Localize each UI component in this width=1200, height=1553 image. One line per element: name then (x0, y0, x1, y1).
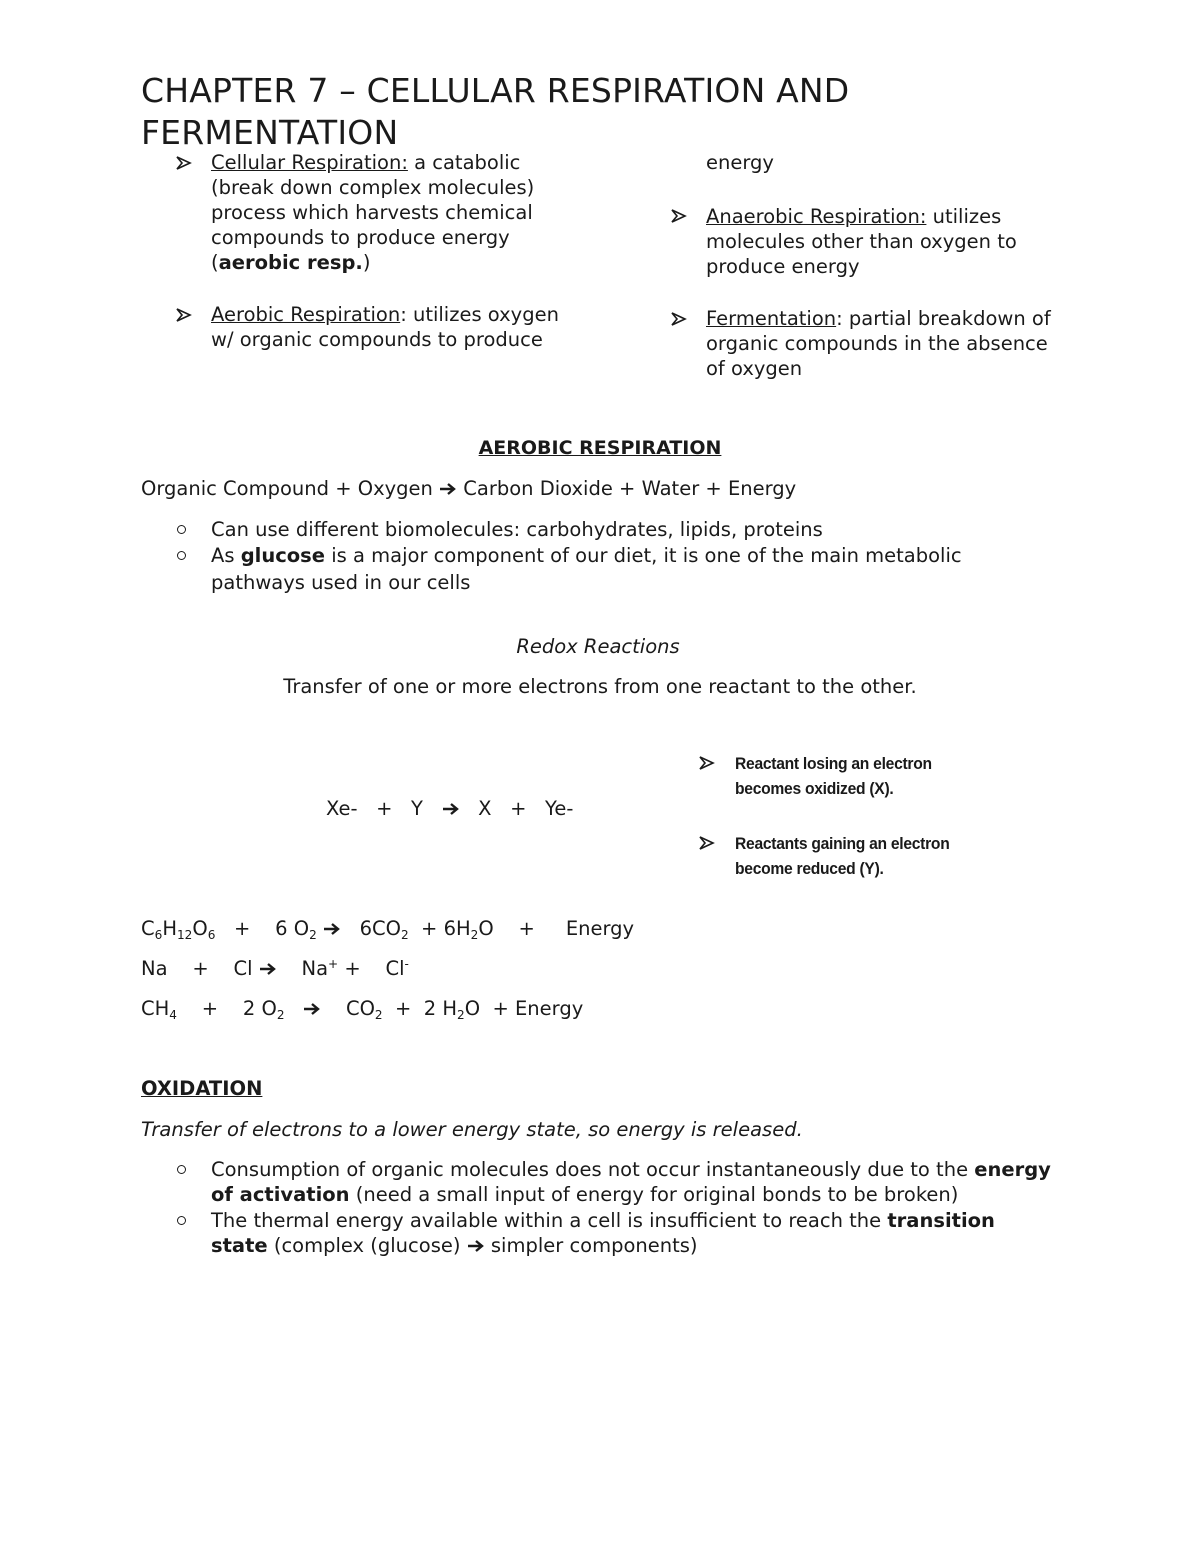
text: Na + Cl (141, 957, 259, 980)
definition-fermentation (706, 306, 1096, 381)
text: molecules other than oxygen to (706, 230, 1017, 253)
text: CH (141, 997, 170, 1020)
text: As (211, 544, 241, 567)
text: 2 (470, 928, 479, 943)
definition-anaerobic-respiration (706, 204, 1086, 279)
text: ( (211, 251, 219, 274)
definition-aerobic-continued: energy (706, 151, 774, 174)
equation-methane (141, 996, 583, 1022)
oxidation-heading: OXIDATION (141, 1077, 263, 1100)
definition-cellular-respiration (211, 150, 611, 275)
arrow-right-icon (323, 917, 341, 942)
arrow-right-icon (303, 997, 321, 1022)
redox-note-oxidized (735, 751, 1011, 801)
page-title: CHAPTER 7 – CELLULAR RESPIRATION AND FERMENTATION (141, 71, 850, 152)
redox-heading: Redox Reactions (516, 635, 680, 658)
arrow-right-icon (259, 957, 277, 982)
text: (break down complex molecules) (211, 176, 535, 199)
text: is a major component of our diet, it is one of the main metabolic (325, 544, 962, 567)
text: of activation (211, 1183, 350, 1206)
arrow-bullet-icon (176, 156, 196, 176)
text: produce energy (706, 255, 860, 278)
arrow-right-icon (467, 1234, 485, 1259)
text: + 2 O (176, 997, 277, 1020)
text: O (192, 917, 208, 940)
text: C (141, 917, 155, 940)
text: aerobic resp. (218, 251, 363, 274)
arrow-bullet-icon (671, 209, 691, 229)
aerobic-equation (141, 476, 796, 502)
text: glucose (240, 544, 326, 567)
text: process which harvests chemical (211, 201, 533, 224)
term-anaerobic-respiration: Anaerobic Respiration: (706, 205, 927, 228)
text: 6CO (340, 917, 401, 940)
redox-note-reduced (735, 831, 1011, 881)
text: 12 (176, 928, 193, 943)
text: : utilizes oxygen (400, 303, 559, 326)
text: a catabolic (407, 151, 521, 174)
oxidation-bullet-2 (211, 1208, 1111, 1259)
arrow-right-icon (442, 797, 460, 822)
text: Xe- + Y (326, 797, 442, 820)
text: 2 (276, 1008, 285, 1023)
text: 4 (169, 1008, 177, 1023)
text: 2 (374, 1008, 383, 1023)
arrow-bullet-icon (699, 756, 719, 776)
redox-definition: Transfer of one or more electrons from one reactant to the other. (283, 675, 917, 698)
arrow-right-icon (439, 477, 457, 502)
term-fermentation: Fermentation (706, 307, 837, 330)
text: : partial breakdown of (836, 307, 1051, 330)
text: Consumption of organic molecules does not occur instantaneously due to the (211, 1158, 975, 1181)
text: compounds to produce energy (211, 226, 510, 249)
text: Reactant losing an electron (735, 754, 932, 773)
circle-bullet-icon (177, 551, 186, 560)
equation-sodium-chloride (141, 956, 409, 982)
text: pathways used in our cells (211, 571, 471, 594)
aerobic-bullet-2 (211, 543, 1091, 595)
text: Organic Compound + Oxygen (141, 477, 440, 500)
text: X + Ye- (459, 797, 574, 820)
text: The thermal energy available within a cell is insufficient to reach the (211, 1209, 888, 1232)
text: - (404, 956, 409, 971)
text: simpler components) (484, 1234, 698, 1257)
text: Reactants gaining an electron (735, 834, 950, 853)
oxidation-definition: Transfer of electrons to a lower energy state, so energy is released. (141, 1118, 803, 1141)
equation-glucose (141, 916, 634, 942)
arrow-bullet-icon (671, 312, 691, 332)
text: utilizes (926, 205, 1002, 228)
text: + 6 O (215, 917, 310, 940)
term-aerobic-respiration: Aerobic Respiration (211, 303, 401, 326)
text: (need a small input of energy for original bonds to be broken) (349, 1183, 959, 1206)
text: Na (276, 957, 329, 980)
text: + Cl (338, 957, 405, 980)
text: becomes oxidized (X). (735, 779, 894, 798)
redox-equation (326, 796, 573, 822)
arrow-bullet-icon (699, 836, 719, 856)
text: ) (362, 251, 371, 274)
circle-bullet-icon (177, 525, 186, 534)
text: state (211, 1234, 268, 1257)
text: O + Energy (464, 997, 584, 1020)
text: w/ organic compounds to produce (211, 328, 543, 351)
text: + 6H (408, 917, 471, 940)
text: transition (887, 1209, 995, 1232)
aerobic-heading: AEROBIC RESPIRATION (478, 437, 722, 459)
term-cellular-respiration: Cellular Respiration: (211, 151, 408, 174)
text: energy (974, 1158, 1051, 1181)
text: of oxygen (706, 357, 803, 380)
text: H (162, 917, 177, 940)
arrow-bullet-icon (176, 308, 196, 328)
text: Carbon Dioxide + Water + Energy (457, 477, 797, 500)
text: 6 (207, 928, 216, 943)
text: become reduced (Y). (735, 859, 884, 878)
aerobic-bullet-1: Can use different biomolecules: carbohydrates, lipids, proteins (211, 518, 823, 541)
text: CO (321, 997, 375, 1020)
text: + (328, 956, 339, 971)
oxidation-bullet-1 (211, 1157, 1111, 1207)
text: 2 (309, 928, 317, 943)
text: 2 (457, 1008, 465, 1023)
text: 2 (400, 928, 409, 943)
text: + 2 H (382, 997, 458, 1020)
circle-bullet-icon (177, 1216, 186, 1225)
definition-aerobic-respiration (211, 302, 611, 352)
text: organic compounds in the absence (706, 332, 1048, 355)
circle-bullet-icon (177, 1165, 186, 1174)
text: (complex (glucose) (267, 1234, 467, 1257)
text: 6 (154, 928, 163, 943)
text: O + Energy (478, 917, 635, 940)
